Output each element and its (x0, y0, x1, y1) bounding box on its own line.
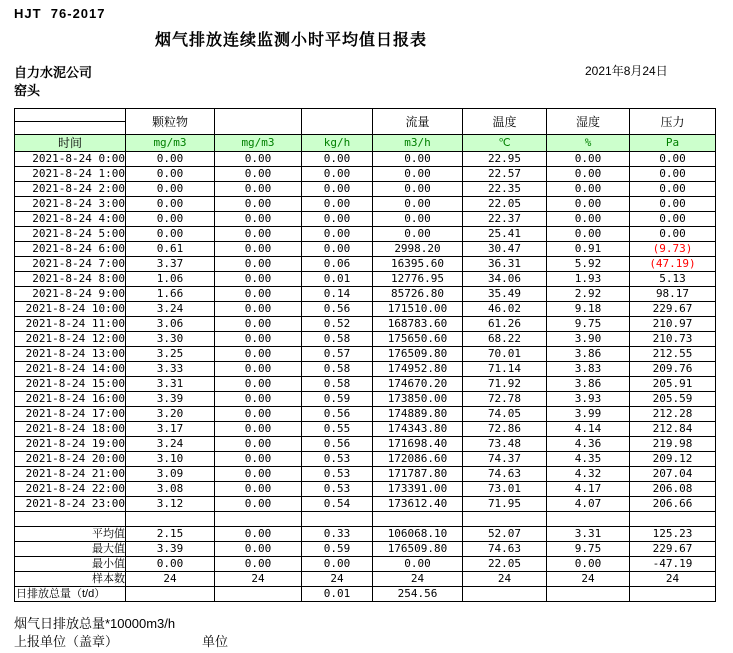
report-unit-label: 上报单位（盖章） (14, 634, 119, 649)
time-cell: 2021-8-24 10:00 (15, 302, 126, 317)
value-cell: 73.01 (463, 482, 547, 497)
value-cell: 3.86 (547, 347, 630, 362)
value-cell: 85726.80 (373, 287, 463, 302)
value-cell: 0.00 (302, 227, 373, 242)
value-cell: 3.30 (126, 332, 215, 347)
value-cell: 0.00 (215, 422, 302, 437)
value-cell: 0.91 (547, 242, 630, 257)
value-cell: 3.06 (126, 317, 215, 332)
value-cell: 173612.40 (373, 497, 463, 512)
value-cell: 0.01 (302, 272, 373, 287)
value-cell: 3.12 (126, 497, 215, 512)
table-row (15, 482, 716, 497)
empty-cell (302, 512, 373, 527)
value-cell: 3.10 (126, 452, 215, 467)
time-cell: 2021-8-24 13:00 (15, 347, 126, 362)
value-cell: 0.00 (302, 212, 373, 227)
value-cell: 0.53 (302, 482, 373, 497)
summary-label: 最小值 (15, 557, 126, 572)
value-cell: 175650.60 (373, 332, 463, 347)
summary-value: 52.07 (463, 527, 547, 542)
value-cell: 16395.60 (373, 257, 463, 272)
value-cell: 74.63 (463, 467, 547, 482)
unit-cell: mg/m3 (126, 135, 215, 152)
value-cell: 174670.20 (373, 377, 463, 392)
value-cell: 0.61 (126, 242, 215, 257)
table-row (15, 317, 716, 332)
value-cell: 1.06 (126, 272, 215, 287)
table-body (15, 152, 716, 602)
summary-value: 0.33 (302, 527, 373, 542)
value-cell: 0.00 (547, 182, 630, 197)
value-cell: 0.00 (126, 212, 215, 227)
value-cell: 0.00 (215, 332, 302, 347)
time-cell: 2021-8-24 20:00 (15, 452, 126, 467)
empty-cell (630, 512, 716, 527)
value-cell: 0.00 (215, 152, 302, 167)
empty-cell (215, 512, 302, 527)
value-cell: 0.00 (215, 317, 302, 332)
summary-value: 24 (126, 572, 215, 587)
value-cell: 0.53 (302, 452, 373, 467)
value-cell: 210.73 (630, 332, 716, 347)
value-cell: 3.83 (547, 362, 630, 377)
table-row (15, 287, 716, 302)
value-cell: 30.47 (463, 242, 547, 257)
unit-cell: % (547, 135, 630, 152)
value-cell: 3.25 (126, 347, 215, 362)
value-cell: 22.57 (463, 167, 547, 182)
header-corner-top (15, 109, 126, 122)
time-cell: 2021-8-24 12:00 (15, 332, 126, 347)
value-cell: 172086.60 (373, 452, 463, 467)
time-cell: 2021-8-24 9:00 (15, 287, 126, 302)
summary-value: 0.00 (215, 557, 302, 572)
report-date: 2021年8月24日 (585, 64, 668, 78)
header-particulate: 颗粒物 (126, 109, 215, 135)
value-cell: 209.12 (630, 452, 716, 467)
value-cell: 4.17 (547, 482, 630, 497)
value-cell: 174343.80 (373, 422, 463, 437)
header-temperature: 温度 (463, 109, 547, 135)
value-cell: 0.56 (302, 407, 373, 422)
value-cell: 0.00 (630, 167, 716, 182)
value-cell: 22.95 (463, 152, 547, 167)
table-row (15, 332, 716, 347)
table-row (15, 242, 716, 257)
value-cell: 4.32 (547, 467, 630, 482)
value-cell: 0.00 (373, 152, 463, 167)
empty-cell (15, 512, 126, 527)
time-cell: 2021-8-24 14:00 (15, 362, 126, 377)
value-cell: 25.41 (463, 227, 547, 242)
value-cell: 0.57 (302, 347, 373, 362)
company-name: 自力水泥公司 (14, 65, 93, 80)
time-cell: 2021-8-24 11:00 (15, 317, 126, 332)
summary-value: 0.00 (373, 557, 463, 572)
value-cell: 74.37 (463, 452, 547, 467)
value-cell: 61.26 (463, 317, 547, 332)
value-cell: 3.31 (126, 377, 215, 392)
value-cell: 22.05 (463, 197, 547, 212)
value-cell: 0.00 (126, 227, 215, 242)
value-cell: 0.00 (373, 167, 463, 182)
doc-code: HJT 76-2017 (14, 6, 106, 21)
value-cell: 3.24 (126, 302, 215, 317)
summary-value: 2.15 (126, 527, 215, 542)
value-cell: 2998.20 (373, 242, 463, 257)
table-row (15, 257, 716, 272)
value-cell: 0.00 (215, 347, 302, 362)
value-cell: 0.56 (302, 437, 373, 452)
monitor-point-name: 窑头 (14, 83, 41, 98)
unit-cell: kg/h (302, 135, 373, 152)
value-cell: 0.00 (126, 152, 215, 167)
value-cell: 0.58 (302, 332, 373, 347)
value-cell: 0.00 (215, 242, 302, 257)
time-cell: 2021-8-24 3:00 (15, 197, 126, 212)
summary-value: 176509.80 (373, 542, 463, 557)
value-cell: 174889.80 (373, 407, 463, 422)
header-pressure: 压力 (630, 109, 716, 135)
value-cell: 71.95 (463, 497, 547, 512)
value-cell: 98.17 (630, 287, 716, 302)
value-cell: 0.00 (302, 167, 373, 182)
summary-value: -47.19 (630, 557, 716, 572)
summary-value (463, 587, 547, 602)
value-cell: 206.08 (630, 482, 716, 497)
time-cell: 2021-8-24 0:00 (15, 152, 126, 167)
value-cell: 0.52 (302, 317, 373, 332)
summary-label: 平均值 (15, 527, 126, 542)
value-cell: 0.53 (302, 467, 373, 482)
unit-cell: Pa (630, 135, 716, 152)
value-cell: (47.19) (630, 257, 716, 272)
value-cell: 0.55 (302, 422, 373, 437)
value-cell: 0.00 (215, 482, 302, 497)
value-cell: 219.98 (630, 437, 716, 452)
value-cell: 1.93 (547, 272, 630, 287)
summary-value (547, 587, 630, 602)
summary-value: 24 (373, 572, 463, 587)
unit-label: 单位 (202, 634, 229, 649)
table-row (15, 212, 716, 227)
value-cell: 0.00 (215, 182, 302, 197)
time-cell: 2021-8-24 21:00 (15, 467, 126, 482)
value-cell: 0.00 (215, 272, 302, 287)
value-cell: 0.00 (302, 242, 373, 257)
value-cell: 0.00 (215, 407, 302, 422)
value-cell: 0.00 (215, 377, 302, 392)
summary-value: 0.00 (302, 557, 373, 572)
value-cell: 0.00 (630, 212, 716, 227)
time-cell: 2021-8-24 6:00 (15, 242, 126, 257)
value-cell: 5.92 (547, 257, 630, 272)
value-cell: 0.00 (215, 197, 302, 212)
value-cell: 34.06 (463, 272, 547, 287)
unit-cell: m3/h (373, 135, 463, 152)
value-cell: 73.48 (463, 437, 547, 452)
value-cell: 22.35 (463, 182, 547, 197)
value-cell: 3.08 (126, 482, 215, 497)
summary-value: 3.39 (126, 542, 215, 557)
value-cell: 176509.80 (373, 347, 463, 362)
value-cell: 2.92 (547, 287, 630, 302)
table-row (15, 302, 716, 317)
value-cell: 0.00 (373, 212, 463, 227)
summary-value: 0.00 (215, 527, 302, 542)
value-cell: 9.18 (547, 302, 630, 317)
summary-row (15, 557, 716, 572)
summary-value: 22.05 (463, 557, 547, 572)
summary-value (215, 587, 302, 602)
empty-cell (547, 512, 630, 527)
value-cell: 0.00 (215, 452, 302, 467)
time-cell: 2021-8-24 7:00 (15, 257, 126, 272)
value-cell: 71.14 (463, 362, 547, 377)
summary-value (630, 587, 716, 602)
table-row (15, 152, 716, 167)
flow-total-note: 烟气日排放总量*10000m3/h (14, 616, 176, 631)
value-cell: 0.00 (215, 227, 302, 242)
value-cell: 4.35 (547, 452, 630, 467)
value-cell: 0.00 (547, 197, 630, 212)
time-cell: 2021-8-24 16:00 (15, 392, 126, 407)
header-time: 时间 (15, 135, 126, 152)
time-cell: 2021-8-24 23:00 (15, 497, 126, 512)
unit-cell: ℃ (463, 135, 547, 152)
table-row (15, 377, 716, 392)
value-cell: 0.06 (302, 257, 373, 272)
value-cell: 0.00 (215, 302, 302, 317)
table-row (15, 407, 716, 422)
value-cell: 3.86 (547, 377, 630, 392)
value-cell: 0.59 (302, 392, 373, 407)
value-cell: (9.73) (630, 242, 716, 257)
value-cell: 0.00 (215, 497, 302, 512)
summary-value: 106068.10 (373, 527, 463, 542)
value-cell: 0.00 (126, 197, 215, 212)
spacer-row (15, 512, 716, 527)
summary-value: 229.67 (630, 542, 716, 557)
value-cell: 3.90 (547, 332, 630, 347)
value-cell: 212.84 (630, 422, 716, 437)
value-cell: 3.93 (547, 392, 630, 407)
summary-row (15, 587, 716, 602)
value-cell: 68.22 (463, 332, 547, 347)
summary-label: 最大值 (15, 542, 126, 557)
value-cell: 171787.80 (373, 467, 463, 482)
value-cell: 209.76 (630, 362, 716, 377)
summary-value: 254.56 (373, 587, 463, 602)
value-cell: 0.00 (215, 212, 302, 227)
value-cell: 74.05 (463, 407, 547, 422)
value-cell: 5.13 (630, 272, 716, 287)
value-cell: 0.00 (215, 392, 302, 407)
table-row (15, 347, 716, 362)
value-cell: 0.00 (215, 362, 302, 377)
value-cell: 3.99 (547, 407, 630, 422)
empty-cell (126, 512, 215, 527)
table-row (15, 497, 716, 512)
time-cell: 2021-8-24 8:00 (15, 272, 126, 287)
value-cell: 0.00 (215, 287, 302, 302)
value-cell: 0.58 (302, 362, 373, 377)
value-cell: 0.00 (547, 212, 630, 227)
value-cell: 0.58 (302, 377, 373, 392)
value-cell: 205.91 (630, 377, 716, 392)
value-cell: 3.37 (126, 257, 215, 272)
value-cell: 71.92 (463, 377, 547, 392)
header-col3 (215, 109, 302, 135)
table-row (15, 392, 716, 407)
value-cell: 0.00 (302, 182, 373, 197)
summary-value: 74.63 (463, 542, 547, 557)
value-cell: 0.54 (302, 497, 373, 512)
summary-value: 24 (547, 572, 630, 587)
table-row (15, 227, 716, 242)
value-cell: 0.00 (630, 152, 716, 167)
summary-label: 日排放总量（t/d） (15, 587, 126, 602)
time-cell: 2021-8-24 17:00 (15, 407, 126, 422)
header-humidity: 湿度 (547, 109, 630, 135)
value-cell: 4.14 (547, 422, 630, 437)
value-cell: 70.01 (463, 347, 547, 362)
value-cell: 0.00 (547, 227, 630, 242)
unit-cell: mg/m3 (215, 135, 302, 152)
value-cell: 0.00 (630, 197, 716, 212)
summary-value: 24 (630, 572, 716, 587)
table-row (15, 467, 716, 482)
value-cell: 0.00 (126, 167, 215, 182)
value-cell: 171510.00 (373, 302, 463, 317)
value-cell: 36.31 (463, 257, 547, 272)
value-cell: 3.20 (126, 407, 215, 422)
value-cell: 0.00 (215, 467, 302, 482)
value-cell: 3.24 (126, 437, 215, 452)
summary-row (15, 572, 716, 587)
table-row (15, 422, 716, 437)
value-cell: 3.33 (126, 362, 215, 377)
value-cell: 174952.80 (373, 362, 463, 377)
summary-value: 0.00 (126, 557, 215, 572)
summary-value: 24 (463, 572, 547, 587)
summary-value: 24 (215, 572, 302, 587)
value-cell: 171698.40 (373, 437, 463, 452)
summary-value: 0.00 (215, 542, 302, 557)
summary-value: 9.75 (547, 542, 630, 557)
value-cell: 0.00 (547, 152, 630, 167)
table-row (15, 452, 716, 467)
value-cell: 3.09 (126, 467, 215, 482)
summary-row (15, 542, 716, 557)
table-row (15, 437, 716, 452)
summary-value: 0.01 (302, 587, 373, 602)
time-cell: 2021-8-24 22:00 (15, 482, 126, 497)
summary-value: 24 (302, 572, 373, 587)
value-cell: 229.67 (630, 302, 716, 317)
value-cell: 173850.00 (373, 392, 463, 407)
value-cell: 207.04 (630, 467, 716, 482)
table-row (15, 167, 716, 182)
value-cell: 0.00 (215, 437, 302, 452)
value-cell: 0.00 (373, 227, 463, 242)
header-col4 (302, 109, 373, 135)
value-cell: 210.97 (630, 317, 716, 332)
empty-cell (373, 512, 463, 527)
value-cell: 173391.00 (373, 482, 463, 497)
page-title: 烟气排放连续监测小时平均值日报表 (155, 32, 428, 49)
value-cell: 0.00 (302, 152, 373, 167)
value-cell: 0.14 (302, 287, 373, 302)
value-cell: 206.66 (630, 497, 716, 512)
value-cell: 212.55 (630, 347, 716, 362)
value-cell: 0.00 (547, 167, 630, 182)
value-cell: 3.17 (126, 422, 215, 437)
time-cell: 2021-8-24 19:00 (15, 437, 126, 452)
value-cell: 0.00 (215, 257, 302, 272)
value-cell: 0.00 (302, 197, 373, 212)
time-cell: 2021-8-24 15:00 (15, 377, 126, 392)
value-cell: 46.02 (463, 302, 547, 317)
summary-value: 3.31 (547, 527, 630, 542)
value-cell: 9.75 (547, 317, 630, 332)
footer-line (14, 631, 733, 650)
value-cell: 0.00 (630, 227, 716, 242)
time-cell: 2021-8-24 5:00 (15, 227, 126, 242)
value-cell: 0.00 (630, 182, 716, 197)
value-cell: 4.36 (547, 437, 630, 452)
value-cell: 3.39 (126, 392, 215, 407)
value-cell: 205.59 (630, 392, 716, 407)
value-cell: 72.78 (463, 392, 547, 407)
summary-value: 0.00 (547, 557, 630, 572)
report-table (14, 108, 716, 602)
value-cell: 0.56 (302, 302, 373, 317)
header-flow: 流量 (373, 109, 463, 135)
table-row (15, 362, 716, 377)
value-cell: 22.37 (463, 212, 547, 227)
value-cell: 12776.95 (373, 272, 463, 287)
summary-value: 0.59 (302, 542, 373, 557)
value-cell: 35.49 (463, 287, 547, 302)
value-cell: 0.00 (373, 182, 463, 197)
summary-value (126, 587, 215, 602)
time-cell: 2021-8-24 1:00 (15, 167, 126, 182)
time-cell: 2021-8-24 18:00 (15, 422, 126, 437)
value-cell: 0.00 (215, 167, 302, 182)
summary-value: 125.23 (630, 527, 716, 542)
table-row (15, 182, 716, 197)
value-cell: 1.66 (126, 287, 215, 302)
value-cell: 0.00 (373, 197, 463, 212)
value-cell: 212.28 (630, 407, 716, 422)
header-corner-bottom (15, 122, 126, 135)
summary-row (15, 527, 716, 542)
value-cell: 4.07 (547, 497, 630, 512)
value-cell: 168783.60 (373, 317, 463, 332)
table-row (15, 272, 716, 287)
value-cell: 72.86 (463, 422, 547, 437)
time-cell: 2021-8-24 2:00 (15, 182, 126, 197)
value-cell: 0.00 (126, 182, 215, 197)
summary-label: 样本数 (15, 572, 126, 587)
empty-cell (463, 512, 547, 527)
table-row (15, 197, 716, 212)
time-cell: 2021-8-24 4:00 (15, 212, 126, 227)
